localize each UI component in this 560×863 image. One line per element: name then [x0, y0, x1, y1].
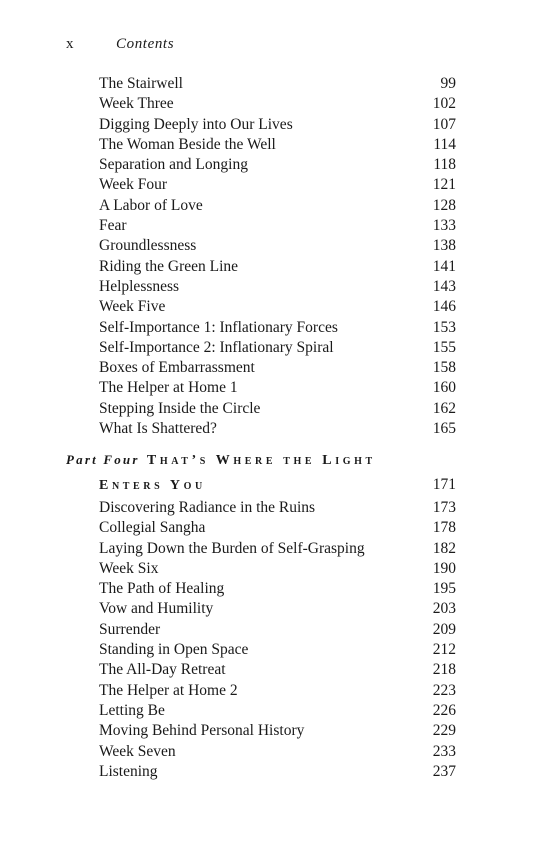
toc-entry-title: The Stairwell — [99, 75, 183, 92]
toc-entry-page-number: 229 — [432, 722, 456, 740]
toc-entry — [99, 74, 456, 94]
toc-entry-page-number: 218 — [432, 661, 456, 679]
toc-entry-page-number: 118 — [433, 156, 456, 174]
toc-entry-page-number: 203 — [432, 600, 456, 618]
toc-entry-title: Separation and Longing — [99, 156, 248, 174]
toc-entry-title: Week Four — [99, 176, 168, 194]
toc-entry-title: Digging Deeply into Our Lives — [99, 115, 293, 133]
running-head-title: Contents — [116, 36, 175, 52]
toc-entry — [99, 318, 456, 338]
toc-entry-page-number: 143 — [432, 277, 456, 295]
toc-entry — [99, 236, 456, 256]
toc-entry-title: The Path of Healing — [99, 580, 225, 598]
toc-entry-title: Boxes of Embarrassment — [99, 359, 255, 377]
toc-entry-title: Standing in Open Space — [99, 641, 249, 659]
toc-entry-title: Week Seven — [99, 742, 176, 760]
toc-entry — [99, 579, 456, 599]
part-title-line2: Enters You — [99, 478, 206, 493]
toc-entry — [99, 518, 456, 538]
toc-entry-title: Moving Behind Personal History — [99, 722, 305, 740]
toc-entry-page-number: 162 — [432, 399, 456, 417]
toc-entry-title: Week Five — [99, 298, 166, 316]
toc-entry-title: The Helper at Home 1 — [99, 379, 238, 397]
toc-entry — [99, 681, 456, 701]
toc-entry — [99, 277, 456, 297]
toc-entry — [99, 539, 456, 559]
toc-entry — [99, 196, 456, 216]
toc-entry-page-number: 182 — [432, 539, 456, 557]
toc-entry-title: Riding the Green Line — [99, 257, 239, 275]
toc-entry-page-number: 223 — [432, 681, 456, 699]
toc-entry — [99, 175, 456, 195]
toc-entry-title: Helplessness — [99, 277, 180, 295]
toc-entry-page-number: 153 — [432, 318, 456, 336]
toc-entry-title: The Helper at Home 2 — [99, 681, 238, 699]
toc-entry — [99, 378, 456, 398]
toc-entry-title: Listening — [99, 762, 158, 780]
toc-entry-page-number: 209 — [432, 620, 456, 638]
toc-entry-page-number: 128 — [432, 196, 456, 214]
toc-entry-title: Stepping Inside the Circle — [99, 399, 261, 417]
toc-entry-title: Surrender — [99, 620, 161, 638]
toc-entry-page-number: 133 — [432, 217, 456, 235]
toc-entry — [99, 216, 456, 236]
toc-entry-page-number: 158 — [432, 359, 456, 377]
toc-entry — [99, 701, 456, 721]
part-page-number: 171 — [432, 476, 456, 493]
toc-entry-page-number: 155 — [432, 338, 456, 356]
part-heading — [66, 450, 456, 496]
toc-entry-page-number: 138 — [432, 237, 456, 255]
toc-entry — [99, 660, 456, 680]
toc-entry — [99, 762, 456, 782]
toc-entry — [99, 640, 456, 660]
toc-entry-title: Self-Importance 2: Inflationary Spiral — [99, 338, 334, 356]
toc-entry-page-number: 178 — [432, 519, 456, 537]
toc-entry — [99, 721, 456, 741]
toc-entry — [99, 599, 456, 619]
toc-entry-page-number: 195 — [432, 580, 456, 598]
toc-entry-title: Self-Importance 1: Inflationary Forces — [99, 318, 338, 336]
toc-entry-page-number: 141 — [432, 257, 456, 275]
toc-entry-page-number: 114 — [433, 135, 456, 153]
toc-entry-title: Discovering Radiance in the Ruins — [99, 499, 316, 516]
toc-entry-page-number: 233 — [432, 742, 456, 760]
toc-entry-page-number: 165 — [432, 420, 456, 438]
page-folio: x — [66, 36, 74, 52]
running-head — [66, 34, 174, 54]
toc-entry-page-number: 237 — [432, 762, 456, 780]
toc-entry-title: Week Three — [99, 95, 174, 113]
toc-entry — [99, 498, 456, 518]
toc-entry-page-number: 212 — [432, 641, 456, 659]
toc-entry-page-number: 146 — [432, 298, 456, 316]
toc-entry — [99, 742, 456, 762]
toc-entry — [99, 559, 456, 579]
toc-entry-title: Fear — [99, 217, 127, 235]
toc-entry-title: The All-Day Retreat — [99, 661, 226, 679]
toc-entry — [99, 94, 456, 114]
toc-entry-title: Groundlessness — [99, 237, 197, 255]
toc-entry — [99, 620, 456, 640]
toc-entry-page-number: 121 — [432, 176, 456, 194]
toc-entry — [99, 257, 456, 277]
toc-entry — [99, 358, 456, 378]
toc-entry-page-number: 173 — [432, 499, 456, 516]
toc-entry-page-number: 102 — [432, 95, 456, 113]
part-title-line1: That’s Where the Light — [146, 453, 376, 468]
toc-entry — [99, 115, 456, 135]
toc-entry — [99, 297, 456, 317]
toc-entry — [99, 399, 456, 419]
toc-entry-title: Vow and Humility — [99, 600, 214, 618]
toc-entry-title: A Labor of Love — [99, 196, 203, 214]
toc-entry-page-number: 160 — [432, 379, 456, 397]
toc-entry-title: Laying Down the Burden of Self-Grasping — [99, 539, 365, 557]
part-label: Part Four — [66, 452, 140, 467]
toc-entry-page-number: 99 — [440, 75, 456, 92]
toc-entry-title: The Woman Beside the Well — [99, 135, 276, 153]
toc-entry — [99, 155, 456, 175]
toc-entry — [99, 338, 456, 358]
toc-entry-title: Collegial Sangha — [99, 519, 206, 537]
toc-entry-title: Week Six — [99, 559, 159, 577]
toc-entry-title: What Is Shattered? — [99, 420, 217, 438]
toc-list-part-three — [99, 74, 456, 439]
toc-entry-page-number: 107 — [432, 115, 456, 133]
toc-entry — [99, 135, 456, 155]
toc-entry-page-number: 226 — [432, 701, 456, 719]
toc-list-part-four — [99, 498, 456, 782]
toc-entry — [99, 419, 456, 439]
toc-entry-page-number: 190 — [432, 559, 456, 577]
toc-entry-title: Letting Be — [99, 701, 165, 719]
